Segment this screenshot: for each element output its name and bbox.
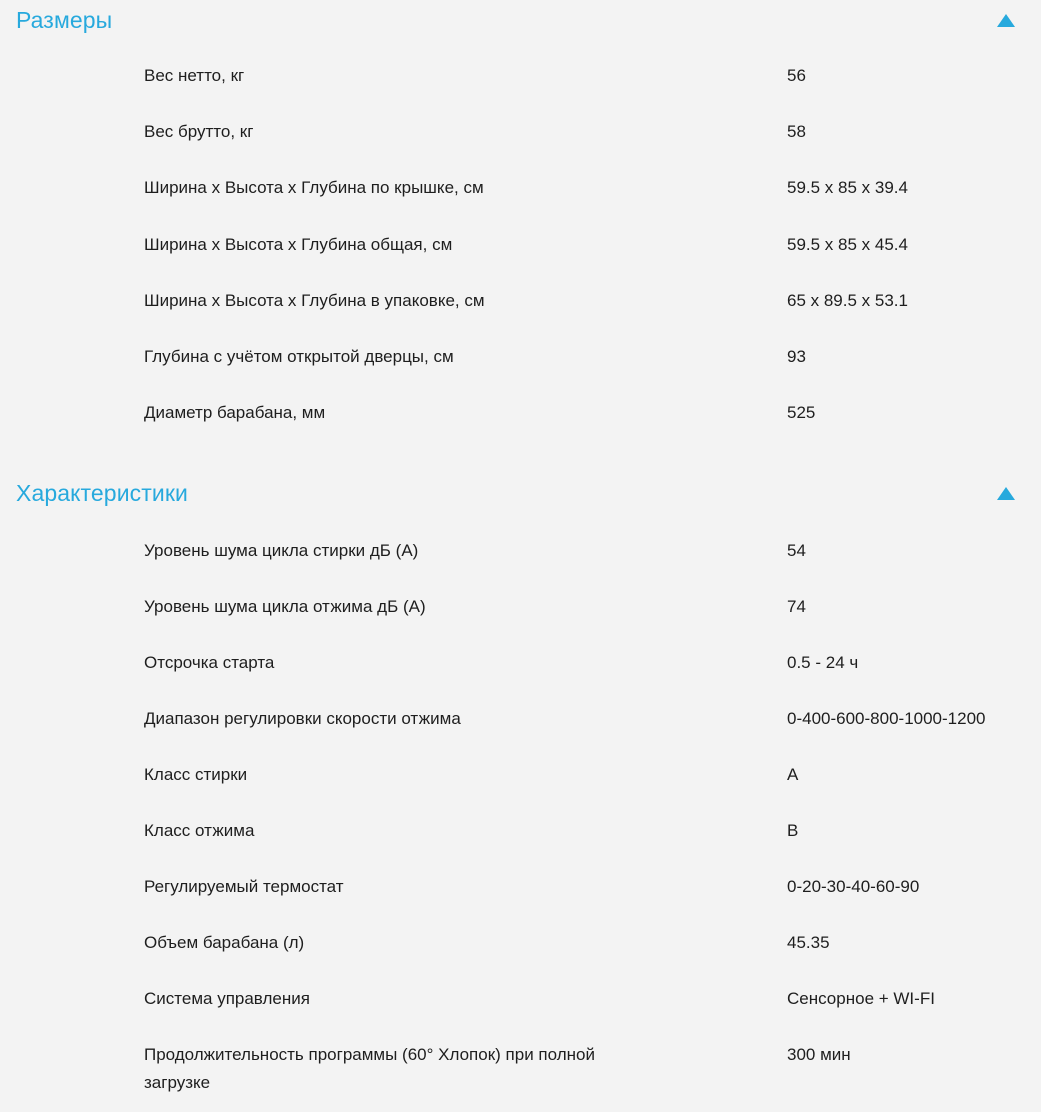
spec-value: 59.5 x 85 x 45.4 xyxy=(787,235,908,254)
table-row xyxy=(0,817,1041,873)
spec-value: B xyxy=(787,821,799,840)
spec-value: Сенсорное + WI-FI xyxy=(787,989,935,1008)
table-row xyxy=(0,1041,1041,1101)
spec-label: Объем барабана (л) xyxy=(144,933,305,952)
table-row xyxy=(0,985,1041,1041)
spec-value: 54 xyxy=(787,541,806,560)
spec-label: Уровень шума цикла отжима дБ (А) xyxy=(144,597,426,616)
table-row xyxy=(0,399,1041,455)
table-row xyxy=(0,649,1041,705)
triangle-up-icon[interactable] xyxy=(997,14,1015,27)
table-row xyxy=(0,537,1041,593)
spec-label: Ширина x Высота x Глубина в упаковке, см xyxy=(144,291,485,310)
table-row xyxy=(0,174,1041,230)
spec-label: Уровень шума цикла стирки дБ (А) xyxy=(144,541,419,560)
spec-value: A xyxy=(787,765,799,784)
table-row xyxy=(0,62,1041,118)
spec-value: 56 xyxy=(787,66,806,85)
table-row xyxy=(0,761,1041,817)
table-row xyxy=(0,593,1041,649)
section-header-characteristics[interactable] xyxy=(0,473,1041,513)
spec-value: 0-20-30-40-60-90 xyxy=(787,877,920,896)
spec-label: Диапазон регулировки скорости отжима xyxy=(144,709,461,728)
spec-label: Вес нетто, кг xyxy=(144,66,245,85)
table-row xyxy=(0,705,1041,761)
spec-value: 65 x 89.5 x 53.1 xyxy=(787,291,908,310)
section-title: Размеры xyxy=(16,7,113,33)
spec-label: Глубина с учётом открытой дверцы, см xyxy=(144,347,454,366)
table-row xyxy=(0,343,1041,399)
spec-value: 0-400-600-800-1000-1200 xyxy=(787,709,986,728)
spec-label: Продолжительность программы (60° Хлопок) при полной загрузке xyxy=(144,1045,595,1092)
table-row xyxy=(0,873,1041,929)
spec-value: 58 xyxy=(787,122,806,141)
table-row xyxy=(0,118,1041,174)
spec-label: Ширина x Высота x Глубина по крышке, см xyxy=(144,178,484,197)
spec-label: Класс отжима xyxy=(144,821,255,840)
spec-value: 300 мин xyxy=(787,1045,851,1064)
spec-value: 93 xyxy=(787,347,806,366)
section-header-dimensions[interactable] xyxy=(0,0,1041,40)
spec-value: 525 xyxy=(787,403,816,422)
section-title: Характеристики xyxy=(16,480,188,506)
spec-label: Регулируемый термостат xyxy=(144,877,344,896)
spec-value: 45.35 xyxy=(787,933,830,952)
spec-label: Система управления xyxy=(144,989,310,1008)
table-row xyxy=(0,287,1041,343)
spec-label: Диаметр барабана, мм xyxy=(144,403,326,422)
spec-label: Ширина x Высота x Глубина общая, см xyxy=(144,235,453,254)
spec-label: Вес брутто, кг xyxy=(144,122,254,141)
table-row xyxy=(0,231,1041,287)
table-row xyxy=(0,929,1041,985)
spec-label: Отсрочка старта xyxy=(144,653,275,672)
triangle-up-icon[interactable] xyxy=(997,487,1015,500)
spec-label: Класс стирки xyxy=(144,765,248,784)
spec-value: 59.5 x 85 x 39.4 xyxy=(787,178,908,197)
spec-value: 0.5 - 24 ч xyxy=(787,653,859,672)
spec-value: 74 xyxy=(787,597,806,616)
